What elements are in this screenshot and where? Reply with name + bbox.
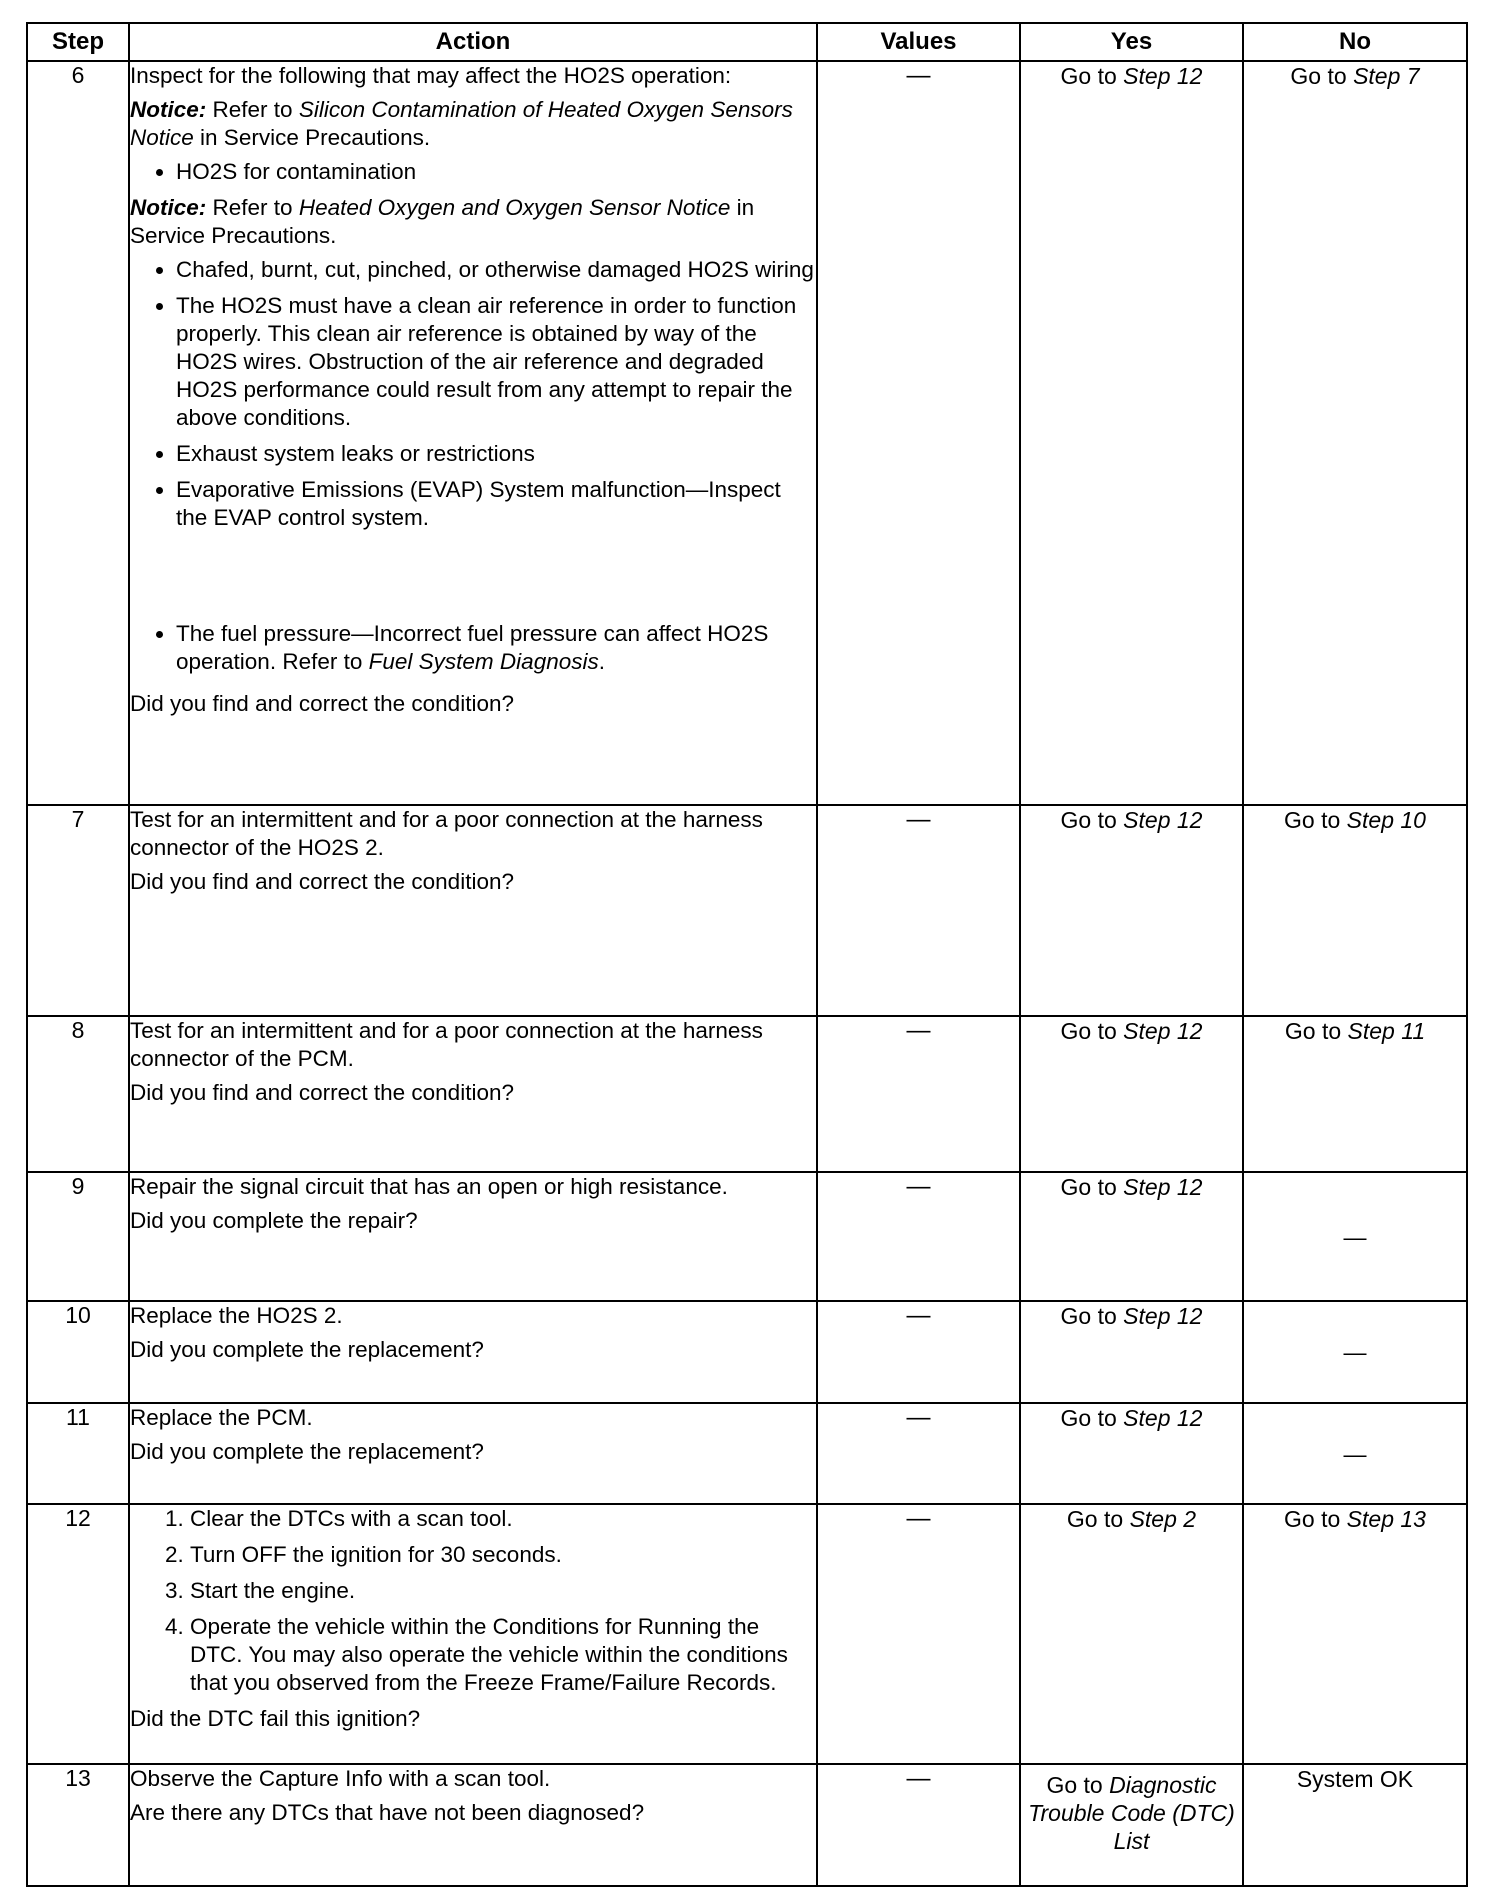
- goto-text: Go to: [1284, 1018, 1342, 1044]
- table-row-step-12: [27, 1504, 1467, 1764]
- list-item-end: .: [598, 649, 605, 674]
- goto-step-link[interactable]: Step 12: [1123, 1018, 1203, 1044]
- table-row-step-13: [27, 1764, 1467, 1886]
- dtc-list-link[interactable]: Diagnostic Trouble Code (DTC) List: [1028, 1772, 1235, 1854]
- header-row: [27, 23, 1467, 61]
- goto-text: Go to: [1060, 63, 1117, 89]
- action-question: Did you find and correct the condition?: [130, 1080, 514, 1105]
- no-cell: [1243, 1016, 1467, 1172]
- action-question: Did the DTC fail this ignition?: [130, 1706, 421, 1731]
- goto-text: Go to: [1046, 1772, 1103, 1798]
- goto-text: Go to: [1060, 1405, 1117, 1431]
- goto-text: Go to: [1060, 807, 1117, 833]
- goto-text: Go to: [1060, 1303, 1117, 1329]
- goto-step-link[interactable]: Step 12: [1123, 63, 1203, 89]
- no-cell: System OK: [1243, 1764, 1467, 1886]
- header-step: Step: [27, 23, 129, 61]
- yes-cell: [1020, 1301, 1243, 1403]
- goto-step-link[interactable]: Step 2: [1129, 1506, 1197, 1532]
- list-item: • Exhaust system leaks or restrictions: [176, 440, 816, 468]
- inspection-list: [130, 158, 816, 186]
- list-item: [176, 620, 816, 676]
- table-row-step-6: [27, 61, 1467, 805]
- action-text: Repair the signal circuit that has an open or high resistance.: [130, 1174, 728, 1199]
- goto-step-link[interactable]: Step 13: [1346, 1506, 1426, 1532]
- step-number: 6: [27, 61, 129, 805]
- table-row-step-7: [27, 805, 1467, 1016]
- action-text: Test for an intermittent and for a poor connection at the harness connector of the HO2S 2.: [130, 807, 763, 860]
- notice-text: Refer to: [212, 97, 293, 122]
- goto-text: Go to: [1284, 807, 1341, 833]
- header-values: Values: [817, 23, 1020, 61]
- action-text: Replace the PCM.: [130, 1405, 313, 1430]
- notice-text: in Service Precautions.: [200, 125, 431, 150]
- goto-text: Go to: [1290, 63, 1347, 89]
- list-item: 1. Clear the DTCs with a scan tool.: [190, 1505, 816, 1533]
- action-text: Observe the Capture Info with a scan tool.: [130, 1766, 551, 1791]
- list-item: 4. Operate the vehicle within the Conditions for Running the DTC. You may also operate the vehicle within the conditions that you observed from the Freeze Frame/Failure Records.: [190, 1613, 816, 1697]
- no-cell: —: [1243, 1301, 1467, 1403]
- diagnostic-table: [26, 22, 1468, 1887]
- goto-text: Go to: [1066, 1506, 1124, 1532]
- notice-reference: Silicon Contamination of Heated Oxygen Sensors Notice: [130, 97, 793, 150]
- step-number: 10: [27, 1301, 129, 1403]
- goto-step-link[interactable]: Step 12: [1123, 1174, 1203, 1200]
- action-cell: [129, 61, 817, 805]
- list-item: • HO2S for contamination: [176, 158, 816, 186]
- notice-text: in Service Precautions.: [130, 195, 755, 248]
- table-row-step-11: [27, 1403, 1467, 1504]
- step-number: 9: [27, 1172, 129, 1301]
- values-cell: —: [817, 1301, 1020, 1403]
- goto-step-link[interactable]: Step 11: [1347, 1018, 1426, 1044]
- table-row-step-10: [27, 1301, 1467, 1403]
- yes-cell: [1020, 61, 1243, 805]
- yes-cell: [1020, 1403, 1243, 1504]
- values-cell: —: [817, 1504, 1020, 1764]
- goto-step-link[interactable]: Step 7: [1353, 63, 1420, 89]
- action-question: Did you complete the replacement?: [130, 1337, 484, 1362]
- no-cell: —: [1243, 1172, 1467, 1301]
- goto-step-link[interactable]: Step 12: [1123, 1405, 1203, 1431]
- yes-cell: [1020, 1016, 1243, 1172]
- notice-paragraph: [130, 194, 816, 250]
- action-cell: [129, 805, 817, 1016]
- no-cell: —: [1243, 1403, 1467, 1504]
- yes-cell: [1020, 1172, 1243, 1301]
- action-question: Did you complete the replacement?: [130, 1439, 484, 1464]
- step-number: 8: [27, 1016, 129, 1172]
- goto-step-link[interactable]: Step 12: [1123, 1303, 1203, 1329]
- goto-step-link[interactable]: Step 10: [1346, 807, 1426, 833]
- header-yes: Yes: [1020, 23, 1243, 61]
- notice-label: Notice:: [130, 97, 207, 122]
- values-cell: —: [817, 1764, 1020, 1886]
- fuel-system-reference: Fuel System Diagnosis: [368, 649, 599, 674]
- yes-cell: [1020, 1764, 1243, 1886]
- no-cell: [1243, 1504, 1467, 1764]
- step-number: 13: [27, 1764, 129, 1886]
- action-cell: [129, 1403, 817, 1504]
- action-question: Did you complete the repair?: [130, 1208, 418, 1233]
- step-number: 11: [27, 1403, 129, 1504]
- yes-cell: [1020, 805, 1243, 1016]
- goto-text: Go to: [1060, 1174, 1117, 1200]
- diagnostic-table-sheet: [26, 22, 1466, 1890]
- notice-label: Notice:: [130, 195, 207, 220]
- step-number: 12: [27, 1504, 129, 1764]
- values-cell: —: [817, 1016, 1020, 1172]
- notice-paragraph: [130, 96, 816, 152]
- action-question: Did you find and correct the condition?: [130, 691, 514, 716]
- goto-step-link[interactable]: Step 12: [1123, 807, 1203, 833]
- table-row-step-8: [27, 1016, 1467, 1172]
- action-question: Did you find and correct the condition?: [130, 869, 514, 894]
- action-cell: [129, 1016, 817, 1172]
- yes-cell: [1020, 1504, 1243, 1764]
- notice-text: Refer to: [212, 195, 293, 220]
- list-item: 2. Turn OFF the ignition for 30 seconds.: [190, 1541, 816, 1569]
- list-item: • Evaporative Emissions (EVAP) System malfunction—Inspect the EVAP control system.: [176, 476, 816, 532]
- table-row-step-9: [27, 1172, 1467, 1301]
- no-cell: [1243, 61, 1467, 805]
- action-question: Are there any DTCs that have not been diagnosed?: [130, 1800, 645, 1825]
- step-number: 7: [27, 805, 129, 1016]
- goto-text: Go to: [1284, 1506, 1341, 1532]
- list-item: • The HO2S must have a clean air reference in order to function properly. This clean air reference is obtained by way of the HO2S wires. Obstruction of the air reference and degraded HO2S performance could result from any attempt to repair the above conditions.: [176, 292, 816, 432]
- action-text: Test for an intermittent and for a poor connection at the harness connector of the PCM.: [130, 1018, 763, 1071]
- procedure-list: [130, 1505, 816, 1697]
- values-cell: —: [817, 1403, 1020, 1504]
- notice-reference: Heated Oxygen and Oxygen Sensor Notice: [298, 195, 731, 220]
- action-cell: [129, 1301, 817, 1403]
- action-cell: [129, 1172, 817, 1301]
- goto-text: Go to: [1060, 1018, 1117, 1044]
- list-item-text: The fuel pressure—Incorrect fuel pressure can affect HO2S operation. Refer to: [176, 621, 769, 674]
- list-item: 3. Start the engine.: [190, 1577, 816, 1605]
- action-intro: Inspect for the following that may affect the HO2S operation:: [130, 63, 732, 88]
- values-cell: —: [817, 1172, 1020, 1301]
- values-cell: —: [817, 61, 1020, 805]
- action-cell: [129, 1504, 817, 1764]
- action-text: Replace the HO2S 2.: [130, 1303, 343, 1328]
- list-item: • Chafed, burnt, cut, pinched, or otherwise damaged HO2S wiring: [176, 256, 816, 284]
- action-cell: [129, 1764, 817, 1886]
- header-action: Action: [129, 23, 817, 61]
- no-cell: [1243, 805, 1467, 1016]
- inspection-list: [130, 256, 816, 676]
- values-cell: —: [817, 805, 1020, 1016]
- header-no: No: [1243, 23, 1467, 61]
